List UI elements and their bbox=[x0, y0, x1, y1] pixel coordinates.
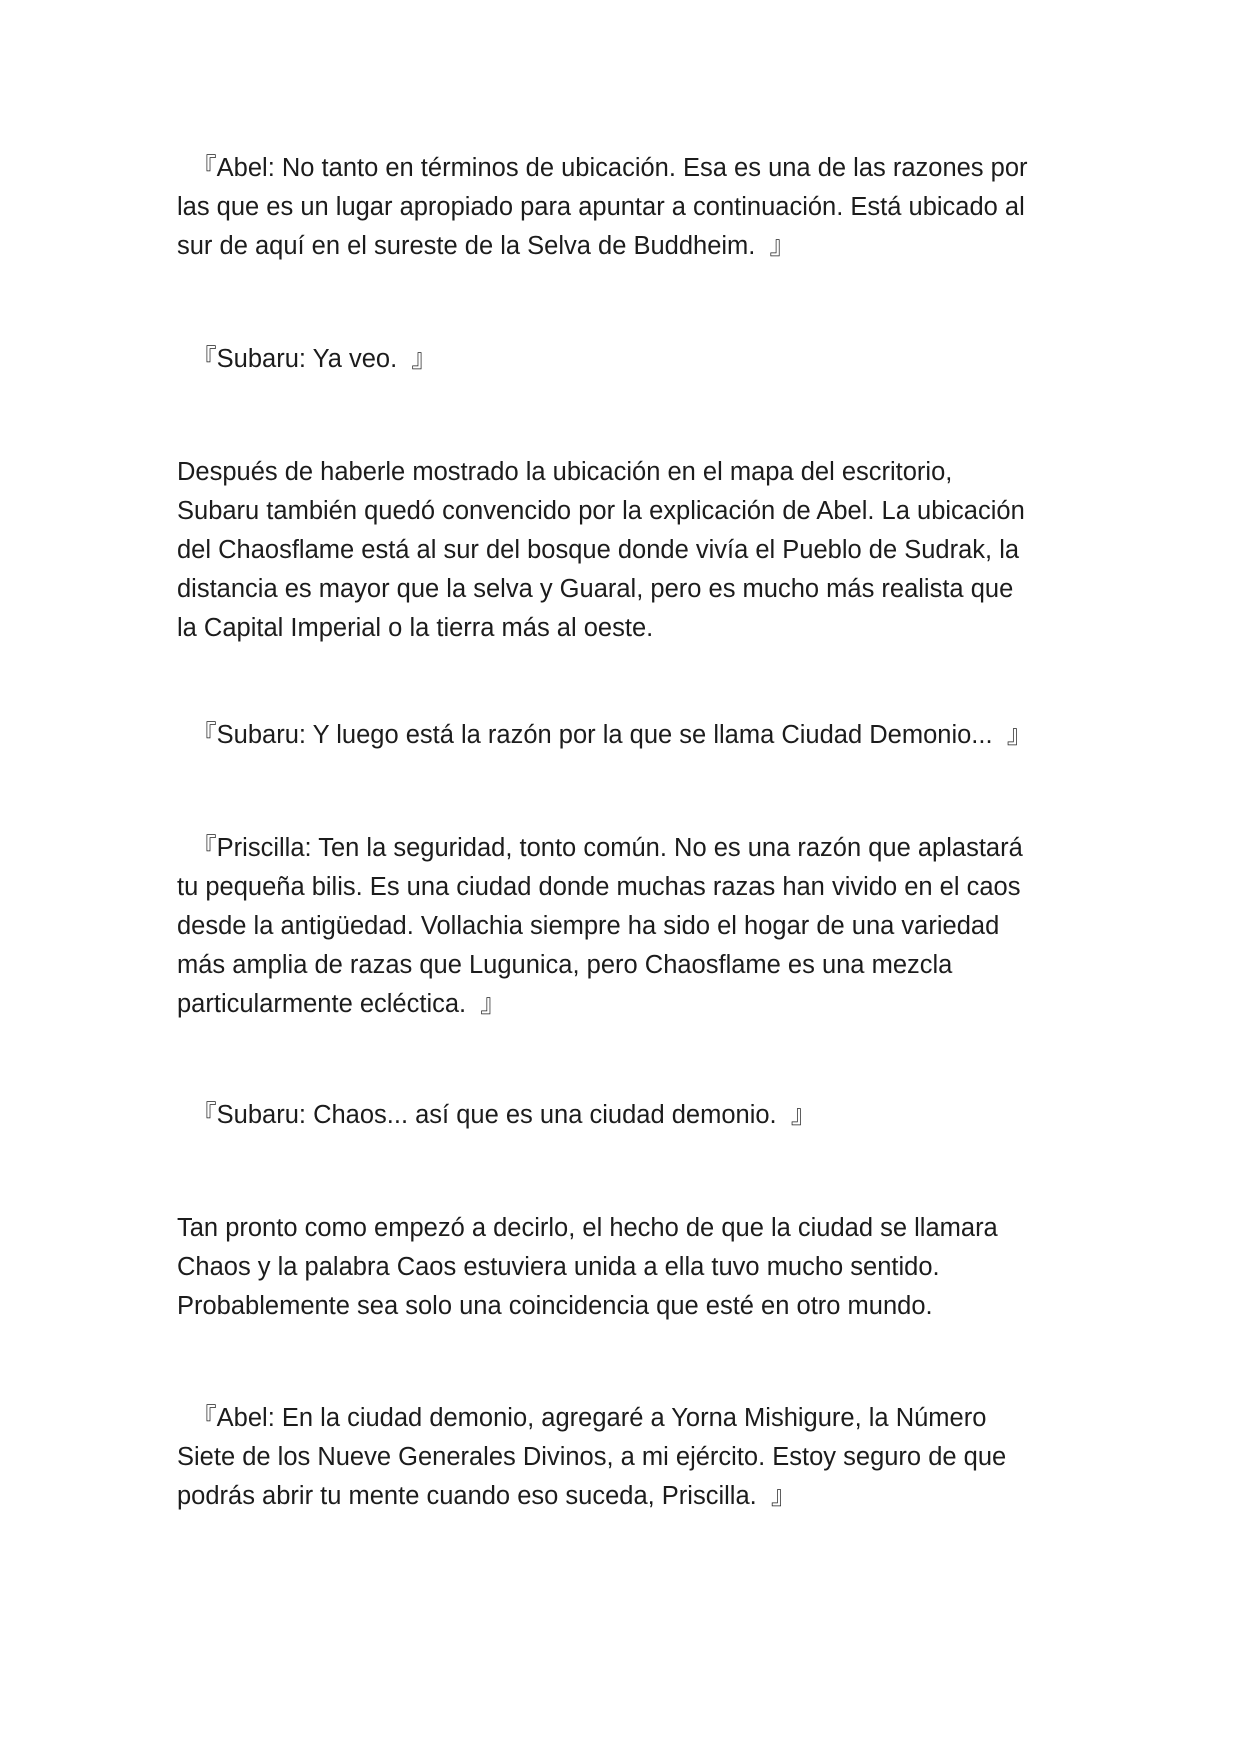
paragraph-abel-location: 『Abel: No tanto en términos de ubicación. Esa es una de las razones por las que es un lugar apropiado para apuntar a continuación. Está ubicado al sur de aquí en el sureste de la Selva de Buddheim. 』 bbox=[177, 154, 1028, 260]
paragraph-narration-map: Después de haberle mostrado la ubicación en el mapa del escritorio, Subaru también quedó convencido por la explicación de Abel. La ubicación del Chaosflame está al sur del bosque donde vivía el Pueblo de Sudrak, la distancia es mayor que la selva y Guaral, pero es mucho más realista que la Capital Imperial o la tierra más al oeste. bbox=[177, 458, 1025, 642]
paragraph-narration-caos: Tan pronto como empezó a decirlo, el hecho de que la ciudad se llamara Chaos y la palabra Caos estuviera unida a ella tuvo mucho sentido. Probablemente sea solo una coincidencia que esté en otro mundo. bbox=[177, 1214, 998, 1320]
paragraph-abel-yorna: 『Abel: En la ciudad demonio, agregaré a Yorna Mishigure, la Número Siete de los Nueve Generales Divinos, a mi ejército. Estoy seguro de que podrás abrir tu mente cuando eso suceda, Priscilla. 』 bbox=[177, 1404, 1007, 1510]
paragraph-subaru-ciudad-demonio: 『Subaru: Y luego está la razón por la que se llama Ciudad Demonio... 』 bbox=[177, 721, 1033, 749]
paragraph-subaru-ya-veo: 『Subaru: Ya veo. 』 bbox=[177, 345, 437, 373]
paragraph-priscilla-chaosflame: 『Priscilla: Ten la seguridad, tonto común. No es una razón que aplastará tu pequeña bilis. Es una ciudad donde muchas razas han vivido en el caos desde la antigüedad. Vollachia siempre ha sido el hogar de una variedad más amplia de razas que Lugunica, pero Chaosflame es una mezcla particularmente ecléctica. 』 bbox=[177, 834, 1023, 1018]
paragraph-subaru-chaos: 『Subaru: Chaos... así que es una ciudad demonio. 』 bbox=[177, 1101, 817, 1129]
